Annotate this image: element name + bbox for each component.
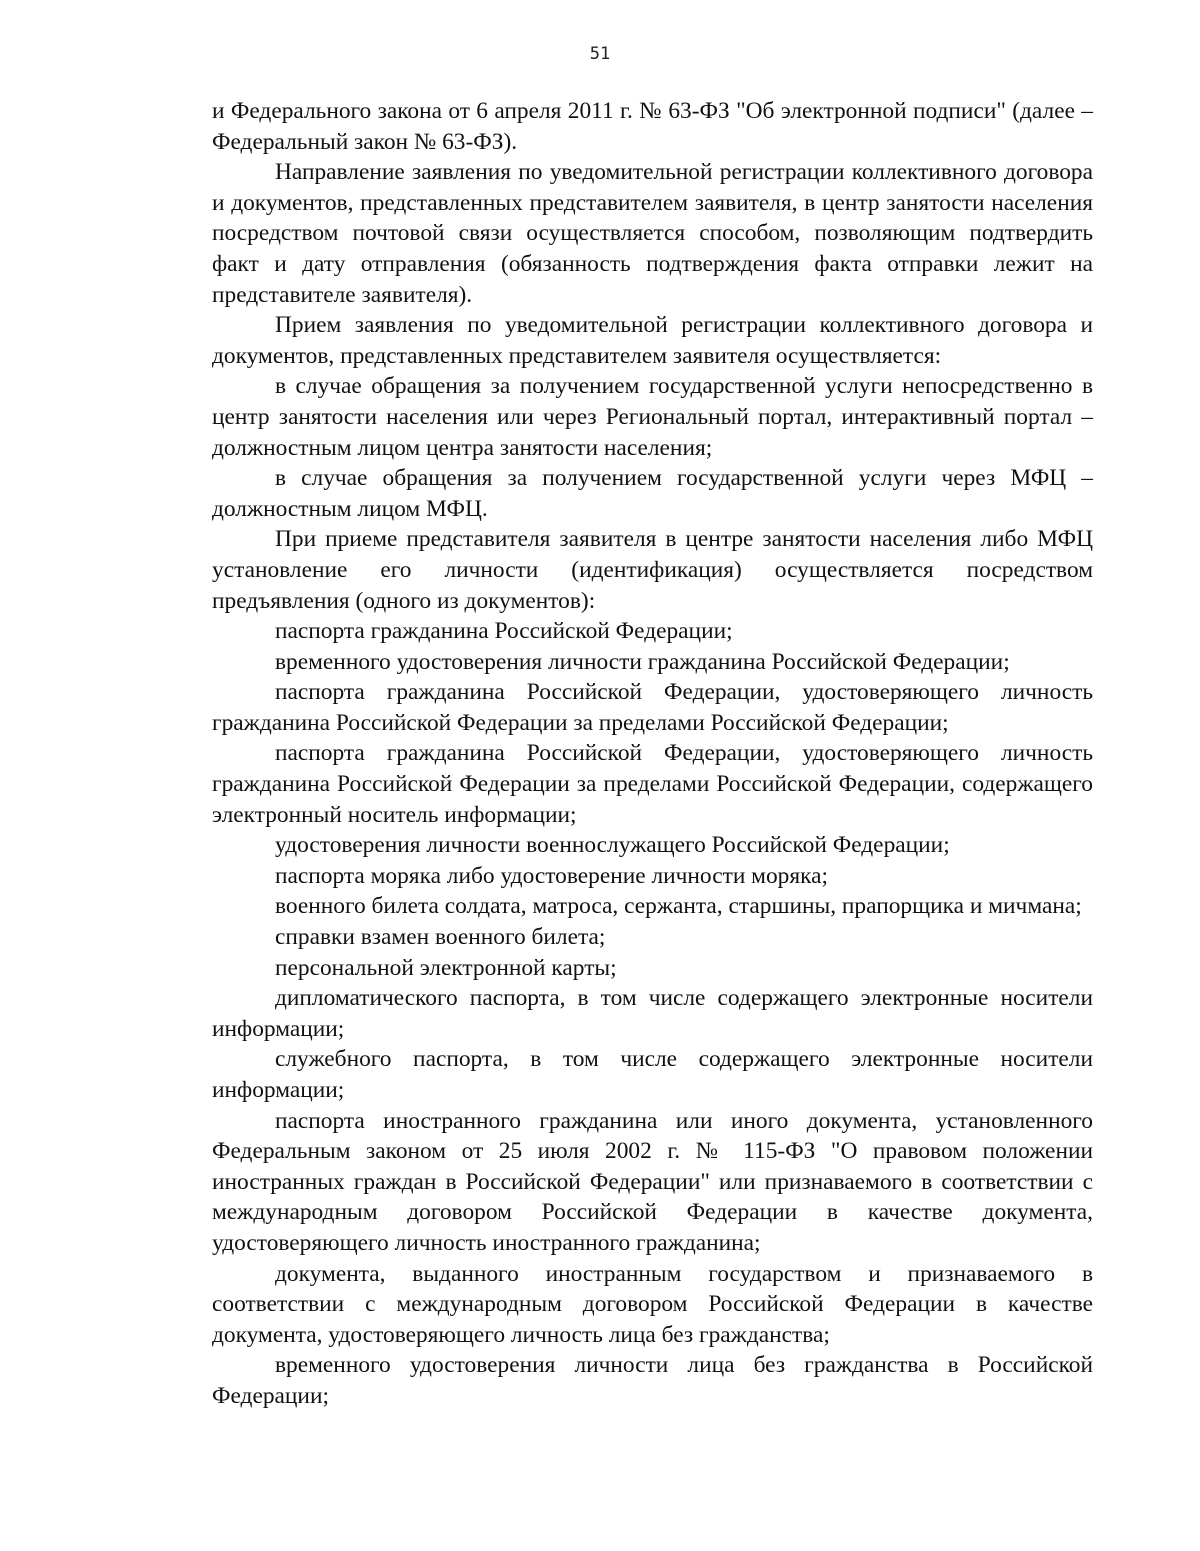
paragraph: в случае обращения за получением государственной услуги через МФЦ – должностным лицом МФЦ. (212, 465, 1093, 522)
paragraph: Направление заявления по уведомительной регистрации коллективного договора и документов, представленных представителем заявителя, в центр занятости населения посредством почтовой связи осуществляется способом, позволяющим подтвердить факт и дату отправления (обязанность подтверждения факта отправки лежит на представителе заявителя). (212, 159, 1093, 308)
paragraph: временного удостоверения личности лица без гражданства в Российской Федерации; (212, 1352, 1093, 1409)
document-body (212, 96, 1093, 1412)
paragraph: военного билета солдата, матроса, сержанта, старшины, прапорщика и мичмана; (275, 893, 1082, 920)
paragraph: Прием заявления по уведомительной регистрации коллективного договора и документов, представленных представителем заявителя осуществляется: (212, 312, 1093, 369)
paragraph: паспорта гражданина Российской Федерации; (275, 618, 733, 645)
paragraph: в случае обращения за получением государственной услуги непосредственно в центр занятости населения или через Региональный портал, интерактивный портал – должностным лицом центра занятости населения; (212, 373, 1093, 461)
paragraph: паспорта иностранного гражданина или иного документа, установленного Федеральным законом от 25 июля 2002 г. № 115-ФЗ "О правовом положении иностранных граждан в Российской Федерации" или признаваемого в соответствии с международным договором Российской Федерации в качестве документа, удостоверяющего личность иностранного гражданина; (212, 1107, 1093, 1256)
paragraph: паспорта гражданина Российской Федерации, удостоверяющего личность гражданина Российской Федерации за пределами Российской Федерации; (212, 679, 1093, 736)
paragraph: документа, выданного иностранным государством и признаваемого в соответствии с международным договором Российской Федерации в качестве документа, удостоверяющего личность лица без гражданства; (212, 1260, 1093, 1348)
page-number: 51 (589, 44, 611, 64)
paragraph: служебного паспорта, в том числе содержащего электронные носители информации; (212, 1046, 1093, 1103)
paragraph: дипломатического паспорта, в том числе содержащего электронные носители информации; (212, 985, 1093, 1042)
paragraph: и Федерального закона от 6 апреля 2011 г. № 63-ФЗ "Об электронной подписи" (далее – Федеральный закон № 63-ФЗ). (212, 98, 1093, 155)
paragraph: При приеме представителя заявителя в центре занятости населения либо МФЦ установление его личности (идентификация) осуществляется посредством предъявления (одного из документов): (212, 526, 1093, 614)
paragraph: справки взамен военного билета; (275, 924, 606, 951)
paragraph: паспорта гражданина Российской Федерации, удостоверяющего личность гражданина Российской Федерации за пределами Российской Федерации, содержащего электронный носитель информации; (212, 740, 1093, 828)
paragraph: персональной электронной карты; (275, 954, 617, 981)
paragraph: временного удостоверения личности гражданина Российской Федерации; (275, 648, 1010, 675)
paragraph: паспорта моряка либо удостоверение личности моряка; (275, 862, 829, 889)
paragraph: удостоверения личности военнослужащего Российской Федерации; (275, 832, 950, 859)
